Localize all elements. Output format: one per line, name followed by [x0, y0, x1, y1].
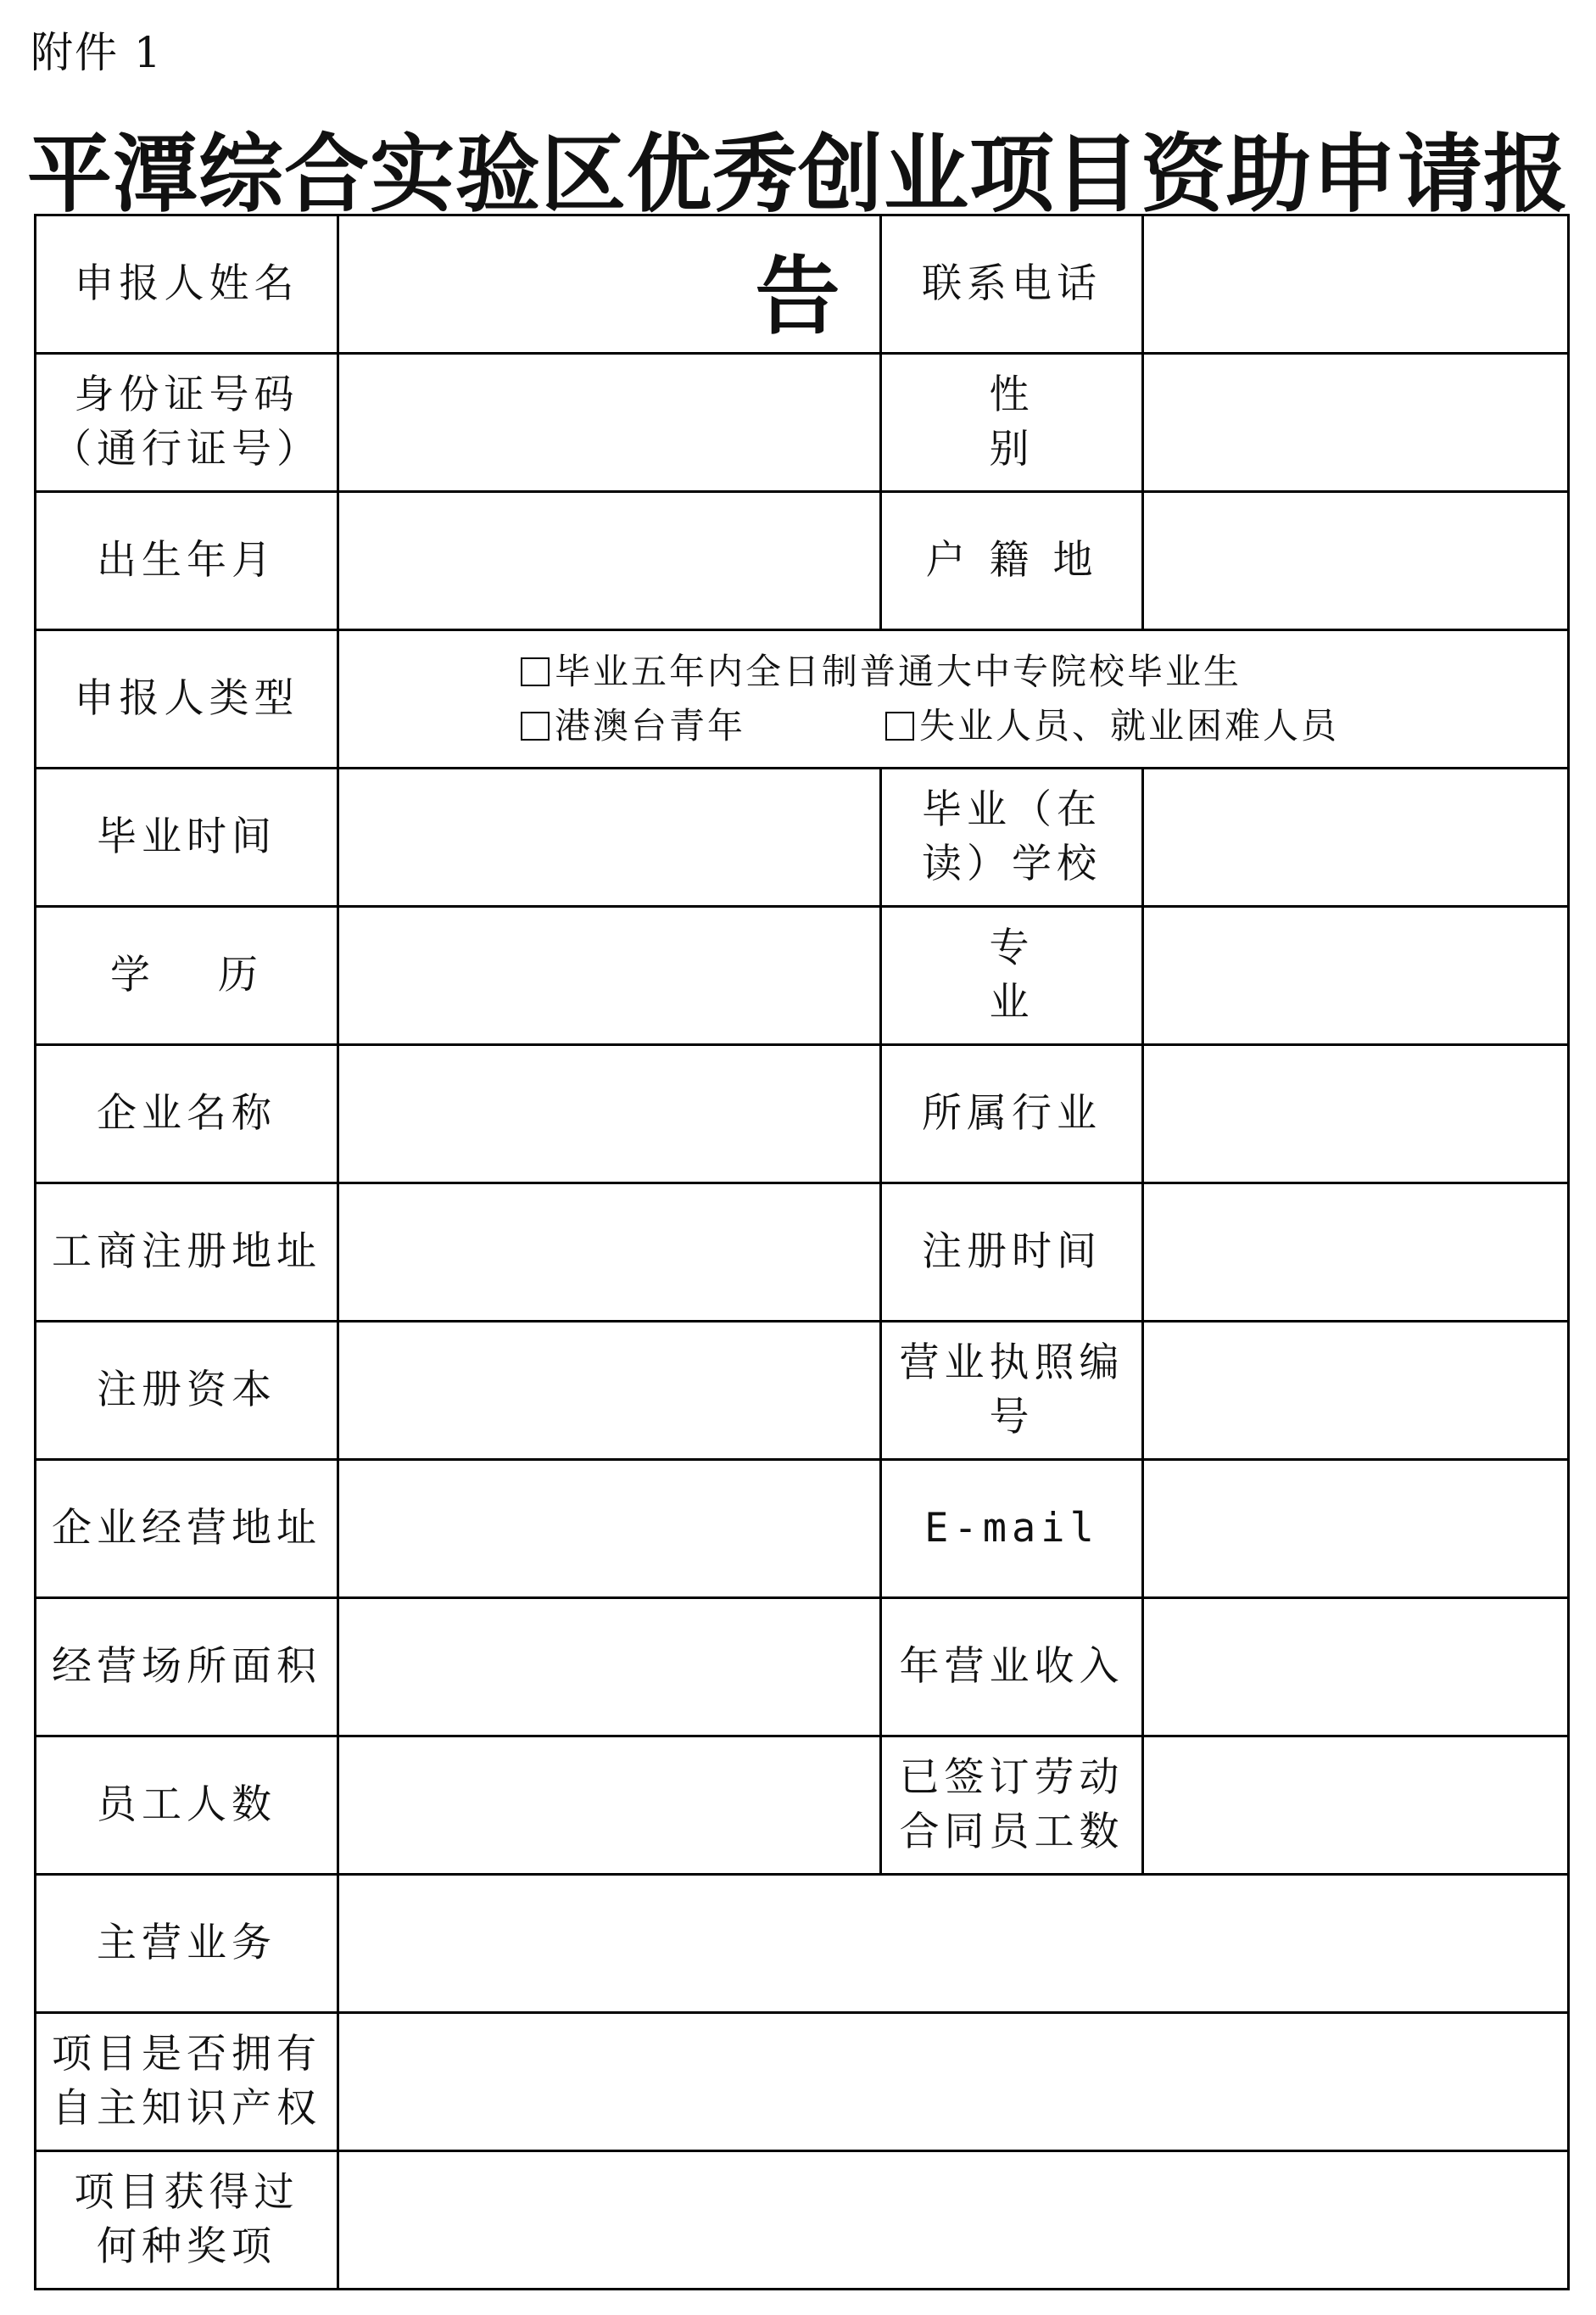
field-contract-staff[interactable]: [1143, 1736, 1569, 1875]
label-main-business: 主营业务: [36, 1875, 338, 2013]
field-phone[interactable]: [1143, 215, 1569, 354]
label-biz-area: 经营场所面积: [36, 1598, 338, 1736]
label-license-no: 营业执照编号: [881, 1322, 1143, 1460]
label-id-number-line2: （通行证号）: [52, 426, 321, 473]
label-awards: [36, 2151, 338, 2290]
label-school-line1: 毕业（在: [922, 786, 1102, 833]
label-school: [881, 769, 1143, 907]
checkbox-unemployed[interactable]: [885, 712, 914, 741]
page-title: 平潭综合实验区优秀创业项目资助申请报告: [27, 125, 1569, 346]
label-birth-date: 出生年月: [36, 492, 338, 630]
checkbox-graduate[interactable]: [521, 657, 550, 686]
field-birth-date[interactable]: [338, 492, 881, 630]
label-staff-count: 员工人数: [36, 1736, 338, 1875]
field-awards[interactable]: [338, 2151, 1569, 2290]
label-id-number: [36, 354, 338, 492]
field-company-name[interactable]: [338, 1045, 881, 1183]
row-main-business: [36, 1875, 1569, 2013]
label-awards-line2: 何种奖项: [97, 2223, 276, 2270]
field-reg-time[interactable]: [1143, 1183, 1569, 1322]
label-applicant-type: 申报人类型: [36, 630, 338, 769]
field-reg-address[interactable]: [338, 1183, 881, 1322]
row-registration: [36, 1183, 1569, 1322]
label-biz-address: 企业经营地址: [36, 1460, 338, 1598]
field-ip[interactable]: [338, 2013, 1569, 2151]
label-applicant-name: 申报人姓名: [36, 215, 338, 354]
field-license-no[interactable]: [1143, 1322, 1569, 1460]
label-id-number-line1: 身份证号码: [74, 372, 299, 418]
label-phone: 联系电话: [881, 215, 1143, 354]
label-ip-line1: 项目是否拥有: [52, 2031, 321, 2077]
row-ip: [36, 2013, 1569, 2151]
label-reg-capital: 注册资本: [36, 1322, 338, 1460]
row-education-major: [36, 907, 1569, 1045]
field-education[interactable]: [338, 907, 881, 1045]
label-education: 学历: [36, 907, 338, 1045]
row-birth-household: [36, 492, 1569, 630]
label-reg-time: 注册时间: [881, 1183, 1143, 1322]
row-capital-license: [36, 1322, 1569, 1460]
row-id-gender: [36, 354, 1569, 492]
label-email: E-mail: [881, 1460, 1143, 1598]
label-contract-staff-line2: 合同员工数: [899, 1809, 1124, 1855]
label-ip-line2: 自主知识产权: [52, 2085, 321, 2132]
field-gender[interactable]: [1143, 354, 1569, 492]
row-bizaddress-email: [36, 1460, 1569, 1598]
label-industry: 所属行业: [881, 1045, 1143, 1183]
label-school-line2: 读）学校: [922, 841, 1102, 887]
label-annual-revenue: 年营业收入: [881, 1598, 1143, 1736]
field-reg-capital[interactable]: [338, 1322, 881, 1460]
field-biz-area[interactable]: [338, 1598, 881, 1736]
label-contract-staff: [881, 1736, 1143, 1875]
applicant-type-options: [338, 630, 1569, 769]
row-awards: [36, 2151, 1569, 2290]
checkbox-hk-macao-taiwan[interactable]: [521, 712, 550, 741]
row-area-revenue: [36, 1598, 1569, 1736]
field-industry[interactable]: [1143, 1045, 1569, 1183]
field-email[interactable]: [1143, 1460, 1569, 1598]
label-reg-address: 工商注册地址: [36, 1183, 338, 1322]
row-company-industry: [36, 1045, 1569, 1183]
row-graduation: [36, 769, 1569, 907]
row-staff: [36, 1736, 1569, 1875]
option-graduate: 毕业五年内全日制普通大中专院校毕业生: [555, 651, 1242, 692]
label-major: 专业: [881, 907, 1143, 1045]
application-form: [34, 214, 1570, 2290]
field-biz-address[interactable]: [338, 1460, 881, 1598]
attachment-label: 附件 1: [31, 28, 163, 77]
option-hk-macao-taiwan: 港澳台青年: [555, 705, 746, 747]
field-id-number[interactable]: [338, 354, 881, 492]
field-graduation-time[interactable]: [338, 769, 881, 907]
field-main-business[interactable]: [338, 1875, 1569, 2013]
label-graduation-time: 毕业时间: [36, 769, 338, 907]
field-annual-revenue[interactable]: [1143, 1598, 1569, 1736]
field-household[interactable]: [1143, 492, 1569, 630]
field-staff-count[interactable]: [338, 1736, 881, 1875]
label-household: 户籍地: [881, 492, 1143, 630]
row-name-phone: [36, 215, 1569, 354]
label-ip: [36, 2013, 338, 2151]
label-contract-staff-line1: 已签订劳动: [899, 1754, 1124, 1801]
label-awards-line1: 项目获得过: [74, 2169, 299, 2216]
field-applicant-name[interactable]: [338, 215, 881, 354]
label-gender: 性别: [881, 354, 1143, 492]
option-unemployed: 失业人员、就业困难人员: [919, 705, 1340, 747]
label-company-name: 企业名称: [36, 1045, 338, 1183]
field-major[interactable]: [1143, 907, 1569, 1045]
row-applicant-type: [36, 630, 1569, 769]
field-school[interactable]: [1143, 769, 1569, 907]
